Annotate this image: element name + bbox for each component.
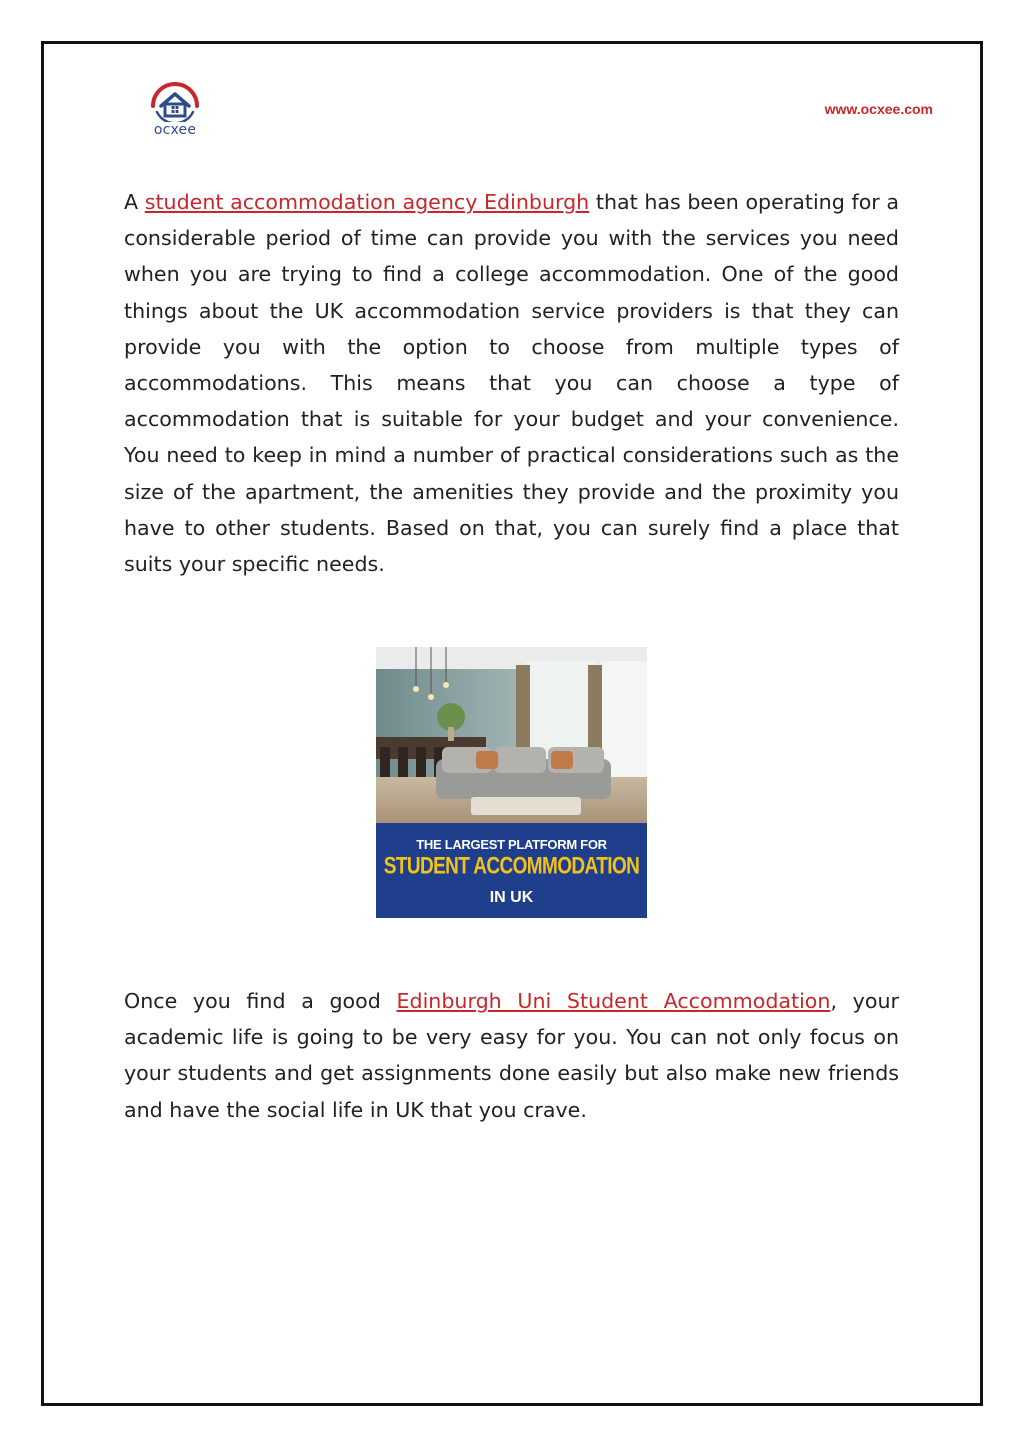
paragraph-intro bbox=[124, 184, 899, 582]
ocxee-logo[interactable] bbox=[147, 82, 203, 142]
paragraph-intro-body: that has been operating for a considerable period of time can provide you with the services you need when you are trying to find a college accommodation. One of the good things about the UK accommodation service providers is that they can provide you with the option to choose from multiple types of accommodations. This means that you can choose a type of accommodation that is suitable for your budget and your convenience. You need to keep in mind a number of practical considerations such as the size of the apartment, the amenities they provide and the proximity you have to other students. Based on that, you can surely find a place that suits your specific needs. bbox=[124, 190, 900, 577]
living-room-photo bbox=[376, 647, 647, 823]
site-url-link[interactable]: www.ocxee.com bbox=[824, 101, 933, 117]
edinburgh-uni-student-accommodation-link[interactable]: Edinburgh Uni Student Accommodation bbox=[396, 989, 831, 1013]
student-accommodation-agency-link[interactable]: student accommodation agency Edinburgh bbox=[144, 190, 590, 214]
paragraph-intro-lead: A bbox=[124, 190, 145, 214]
logo-wordmark: ocxee bbox=[153, 122, 197, 138]
promo-line-2: STUDENT ACCOMMODATION bbox=[383, 853, 640, 880]
paragraph-closing bbox=[124, 983, 899, 1128]
house-icon bbox=[147, 82, 203, 122]
promo-image bbox=[376, 647, 647, 918]
promo-line-1: THE LARGEST PLATFORM FOR bbox=[416, 837, 607, 852]
promo-line-3: IN UK bbox=[489, 889, 534, 906]
paragraph-closing-body: , your academic life is going to be very easy for you. You can not only focus on your students and get assignments done easily but also make new friends and have the social life in UK that you crave. bbox=[124, 989, 899, 1122]
paragraph-closing-lead: Once you find a good bbox=[124, 989, 397, 1013]
promo-banner bbox=[376, 823, 647, 918]
